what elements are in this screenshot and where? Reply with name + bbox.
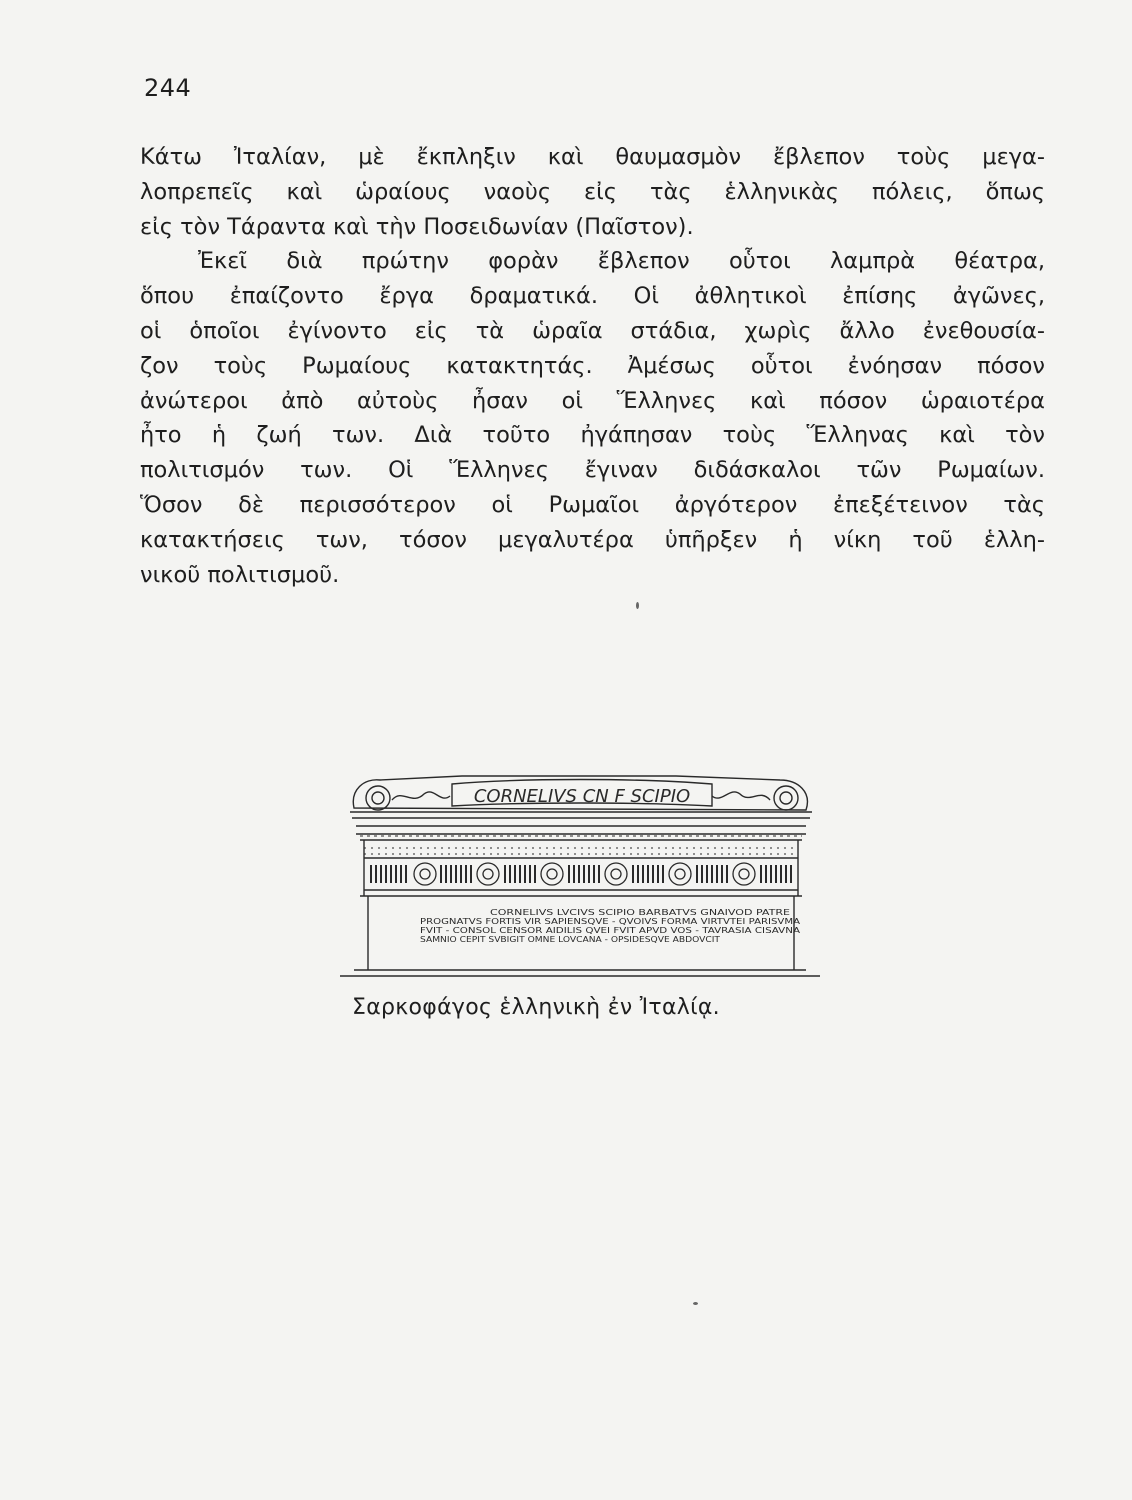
text-line: Ὅσον δὲ περισσότερον οἱ Ρωμαῖοι ἀργότερον ἐπεξέτεινον τὰς: [140, 491, 1045, 518]
figure-caption: Σαρκοφάγος ἑλληνικὴ ἐν Ἰταλίᾳ.: [352, 995, 720, 1020]
text-line: εἰς τὸν Τάραντα καὶ τὴν Ποσειδωνίαν (Παῖστον).: [140, 213, 694, 240]
text-line: οἱ ὁποῖοι ἐγίνοντο εἰς τὰ ὡραῖα στάδια, χωρὶς ἄλλο ἐνεθουσία-: [140, 317, 1045, 344]
paper-speck: [693, 1302, 698, 1305]
sarcophagus-drawing: [340, 770, 820, 985]
inscription-line: PROGNATVS FORTIS VIR SAPIENSQVE - QVOIVS FORMA VIRTVTEI PARISVMA: [420, 917, 802, 926]
lid-inscription: CORNELIVS CN F SCIPIO: [473, 786, 691, 807]
text-line: κατακτήσεις των, τόσον μεγαλυτέρα ὑπῆρξεν ἡ νίκη τοῦ ἑλλη-: [140, 526, 1045, 553]
text-line: ἦτο ἡ ζωή των. Διὰ τοῦτο ἠγάπησαν τοὺς Ἕλληνας καὶ τὸν: [140, 422, 1045, 449]
text-line: νικοῦ πολιτισμοῦ.: [140, 561, 340, 588]
paper-speck: [636, 602, 639, 609]
inscription-line: CORNELIVS LVCIVS SCIPIO BARBATVS GNAIVOD PATRE: [490, 908, 791, 917]
paragraph-start-line: Ἐκεῖ διὰ πρώτην φορὰν ἔβλεπον οὗτοι λαμπρὰ θέατρα,: [198, 248, 1045, 275]
sarcophagus-illustration: [340, 770, 820, 985]
text-line: ὅπου ἐπαίζοντο ἔργα δραματικά. Οἱ ἀθλητικοὶ ἐπίσης ἀγῶνες,: [140, 283, 1045, 310]
body-text: [140, 140, 1045, 592]
text-line: πολιτισμόν των. Οἱ Ἕλληνες ἔγιναν διδάσκαλοι τῶν Ρωμαίων.: [140, 457, 1045, 484]
text-line: Κάτω Ἰταλίαν, μὲ ἔκπληξιν καὶ θαυμασμὸν ἔβλεπον τοὺς μεγα-: [140, 144, 1045, 170]
text-line: λοπρεπεῖς καὶ ὡραίους ναοὺς εἰς τὰς ἑλληνικὰς πόλεις, ὅπως: [140, 178, 1045, 205]
inscription-line: SAMNIO CEPIT SVBIGIT OMNE LOVCANA - OPSIDESQVE ABDOVCIT: [420, 935, 721, 944]
text-line: ζον τοὺς Ρωμαίους κατακτητάς. Ἀμέσως οὗτοι ἐνόησαν πόσον: [140, 352, 1045, 379]
page-number: 244: [144, 74, 192, 102]
inscription-line: FVIT - CONSOL CENSOR AIDILIS QVEI FVIT APVD VOS - TAVRASIA CISAVNA: [420, 926, 802, 935]
text-line: ἀνώτεροι ἀπὸ αὐτοὺς ἦσαν οἱ Ἕλληνες καὶ πόσον ὡραιοτέρα: [140, 387, 1045, 414]
